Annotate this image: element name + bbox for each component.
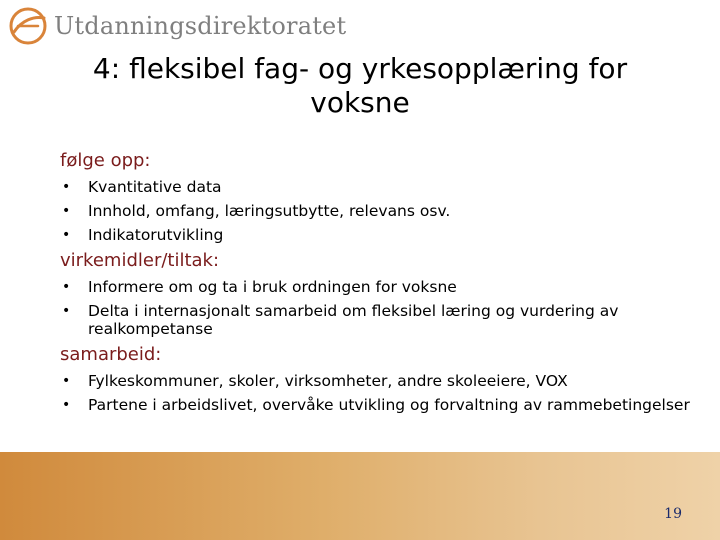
list-item: • Innhold, omfang, læringsutbytte, relevans osv. (60, 202, 700, 220)
title-number: 4 (92, 52, 111, 85)
list-item: • Fylkeskommuner, skoler, virksomheter, andre skoleeiere, VOX (60, 372, 700, 390)
section-measures (60, 250, 700, 338)
page-number: 19 (664, 506, 682, 522)
bullet-list (60, 372, 700, 414)
section-heading: virkemidler/tiltak: (60, 250, 220, 271)
logo-text: Utdanningsdirektoratet (54, 12, 347, 40)
bullet-list (60, 278, 700, 338)
list-item: • Informere om og ta i bruk ordningen for voksne (60, 278, 700, 296)
section-heading: samarbeid: (60, 344, 162, 365)
slide-content (60, 150, 700, 420)
list-item: • Partene i arbeidslivet, overvåke utvikling og forvaltning av rammebetingelser (60, 396, 700, 414)
section-heading: følge opp: (60, 150, 151, 171)
list-item: • Delta i internasjonalt samarbeid om fleksibel læring og vurdering av realkompetanse (60, 302, 700, 338)
page-title (60, 52, 660, 120)
title-separator: : (110, 52, 121, 85)
bullet-list (60, 178, 700, 244)
footer-band (0, 452, 720, 540)
logo (8, 6, 346, 46)
list-item: • Indikatorutvikling (60, 226, 700, 244)
section-follow-up (60, 150, 700, 244)
udir-logo-icon (8, 6, 48, 46)
title-text: fleksibel fag- og yrkesopplæring for voksne (129, 52, 628, 119)
section-cooperation (60, 344, 700, 414)
list-item: • Kvantitative data (60, 178, 700, 196)
